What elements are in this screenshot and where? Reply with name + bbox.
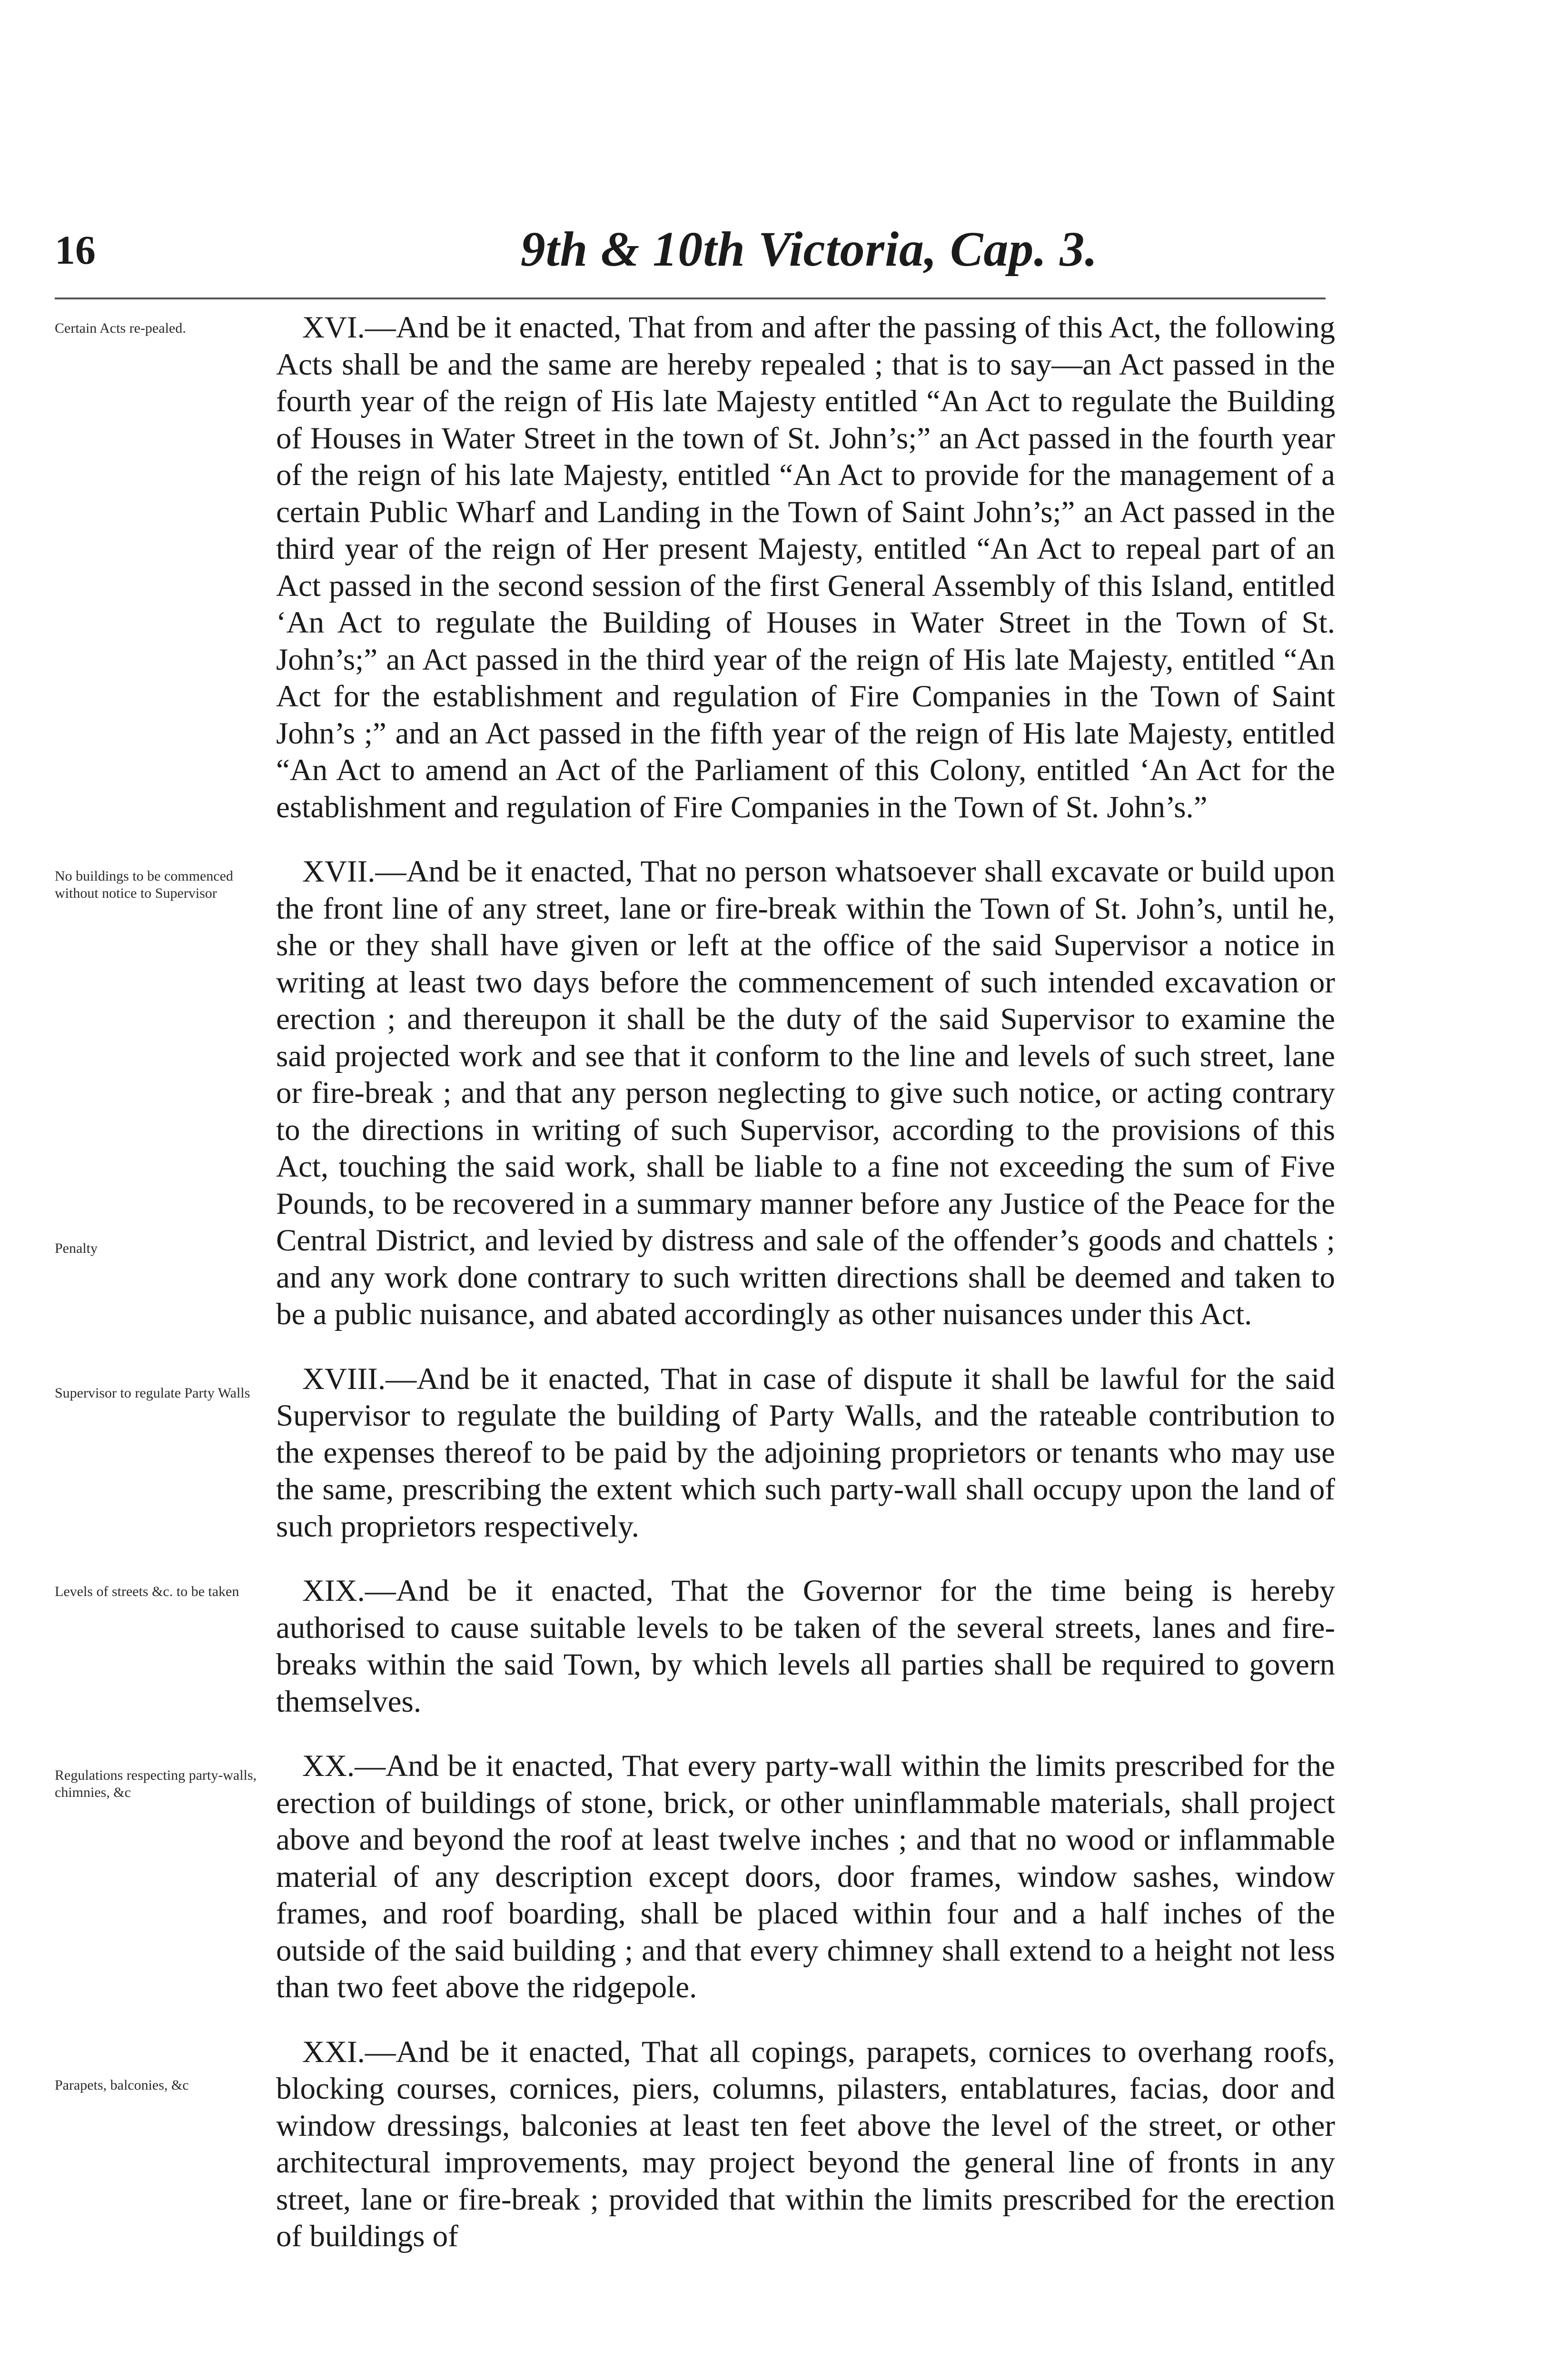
header-rule — [55, 298, 1326, 299]
margin-note — [55, 1240, 259, 1257]
section-content: —And be it enacted, That all copings, parapets, cornices to overhang roofs, blocking courses, cornices, piers, columns, pilasters, entablatures, facias, door and window dressings, balconies at least ten feet above the level of the street, or other architectural improvements, may project beyond the general line of fronts in any street, lane or fire-break ; provided that within the limits prescribed for the erection of buildings of — [276, 2034, 1335, 2253]
section-xvii — [55, 853, 1335, 1333]
page-number: 16 — [55, 227, 96, 273]
margin-note — [55, 1767, 259, 1801]
section-content: —And be it enacted, That the Governor for the time being is hereby authorised to cause suitable levels to be taken of the several streets, lanes and fire-breaks within the said Town, by which levels all parties shall be required to govern themselves. — [276, 1574, 1335, 1719]
section-content: —And be it enacted, That in case of dispute it shall be lawful for the said Supervisor to regulate the building of Party Walls, and the rateable contribution to the expenses thereof to be paid by the adjoining proprietors or tenants who may use the same, prescribing the extent which such party-wall shall occupy upon the land of such proprietors respectively. — [276, 1361, 1335, 1544]
section-number: XXI. — [302, 2034, 365, 2069]
section-xvi — [55, 309, 1335, 826]
margin-note — [55, 868, 259, 902]
section-number: XVI. — [302, 310, 365, 345]
section-content: —And be it enacted, That from and after the passing of this Act, the following Acts shall be and the same are hereby repealed ; that is to say—an Act passed in the fourth year of the reign of His late Majesty entitled “An Act to regulate the Building of Houses in Water Street in the town of St. John’s;” an Act passed in the fourth year of the reign of his late Majesty, entitled “An Act to provide for the management of a certain Public Wharf and Landing in the Town of Saint John’s;” an Act passed in the third year of the reign of Her present Majesty, entitled “An Act to repeal part of an Act passed in the second session of the first General Assembly of this Island, entitled ‘An Act to regulate the Building of Houses in Water Street in the Town of St. John’s;” an Act passed in the third year of the reign of His late Majesty, entitled “An Act for the establishment and regulation of Fire Companies in the Town of Saint John’s ;” and an Act passed in the fifth year of the reign of His late Majesty, entitled “An Act to amend an Act of the Parliament of this Colony, entitled ‘An Act for the establishment and regulation of Fire Companies in the Town of St. John’s.” — [276, 310, 1335, 824]
section-xix — [55, 1573, 1335, 1720]
page-header — [55, 224, 1326, 281]
margin-note — [55, 2077, 259, 2094]
margin-note — [55, 320, 259, 337]
section-number: XIX. — [302, 1574, 365, 1608]
running-title: 9th & 10th Victoria, Cap. 3. — [520, 222, 1098, 277]
section-xx — [55, 1748, 1335, 2006]
section-content: —And be it enacted, That no person whatsoever shall excavate or build upon the front line of any street, lane or fire-break within the Town of St. John’s, until he, she or they shall have given or left at the office of the said Supervisor a notice in writing at least two days before the commencement of such intended excavation or erection ; and thereupon it shall be the duty of the said Supervisor to examine the said projected work and see that it conform to the line and levels of such street, lane or fire-break ; and that any person neglecting to give such notice, or acting contrary to the directions in writing of such Supervisor, according to the provisions of this Act, touching the said work, shall be liable to a fine not exceeding the sum of Five Pounds, to be recovered in a summary manner before any Justice of the Peace for the Central District, and levied by distress and sale of the offender’s goods and chattels ; and any work done contrary to such written directions shall be deemed and taken to be a public nuisance, and abated accordingly as other nuisances under this Act. — [276, 854, 1335, 1331]
margin-note — [55, 1583, 259, 1600]
margin-note-text: Levels of streets &c. to be taken — [55, 1584, 239, 1599]
margin-note-text: Parapets, balconies, &c — [55, 2077, 189, 2093]
section-text — [276, 309, 1335, 826]
margin-note-text: Regulations respecting party-walls, chimnies, &c — [55, 1767, 257, 1800]
section-text — [276, 1573, 1335, 1720]
section-number: XVII. — [302, 854, 376, 889]
margin-note-text: Supervisor to regulate Party Walls — [55, 1385, 250, 1401]
section-text — [276, 1748, 1335, 2006]
document-body — [55, 309, 1335, 2283]
section-text — [276, 1361, 1335, 1546]
section-xviii — [55, 1361, 1335, 1546]
margin-note — [55, 1385, 259, 1402]
section-xxi — [55, 2034, 1335, 2255]
section-text — [276, 2034, 1335, 2255]
margin-note-text: No buildings to be commenced without notice to Supervisor — [55, 868, 233, 901]
section-content: —And be it enacted, That every party-wall within the limits prescribed for the erection of buildings of stone, brick, or other uninflammable materials, shall project above and beyond the roof at least twelve inches ; and that no wood or inflammable material of any description except doors, door frames, window sashes, window frames, and roof boarding, shall be placed within four and a half inches of the outside of the said building ; and that every chimney shall extend to a height not less than two feet above the ridgepole. — [276, 1749, 1335, 2004]
margin-note-text: Certain Acts re-pealed. — [55, 320, 186, 336]
section-text — [276, 853, 1335, 1333]
section-number: XVIII. — [302, 1361, 386, 1396]
margin-note-text: Penalty — [55, 1240, 98, 1256]
section-number: XX. — [302, 1749, 355, 1783]
